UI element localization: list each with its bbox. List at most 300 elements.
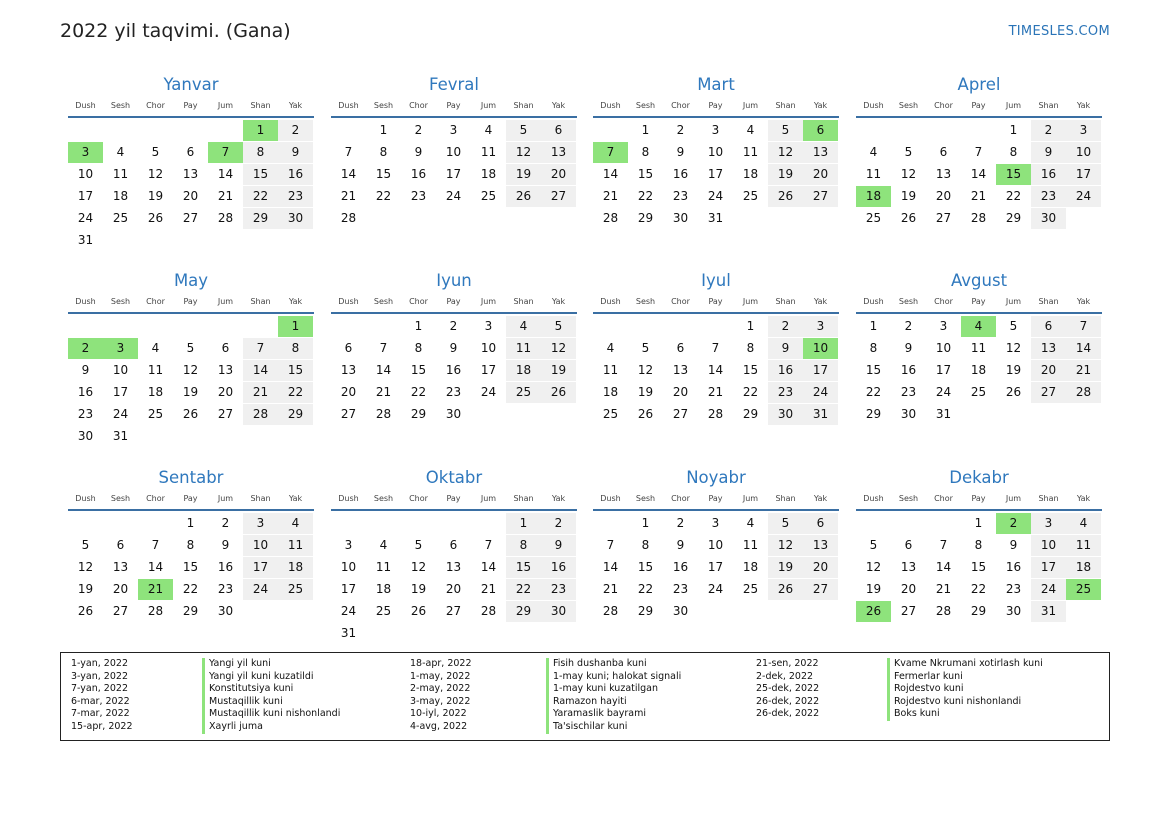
day-cell: 13 xyxy=(217,363,234,377)
week-row xyxy=(331,382,577,404)
day-cell: 31 xyxy=(1031,601,1066,622)
week-row xyxy=(68,382,314,404)
empty-cell xyxy=(366,623,401,644)
day-cell: 8 xyxy=(414,341,423,355)
day-cell: 12 xyxy=(1005,341,1022,355)
day-cell: 13 xyxy=(340,363,357,377)
month-title: Oktabr xyxy=(425,468,483,487)
day-cell: 23 xyxy=(672,189,689,203)
week-row xyxy=(68,186,314,208)
week-row xyxy=(331,360,577,382)
day-cell: 1 xyxy=(186,516,195,530)
day-cell: 14 xyxy=(243,360,278,381)
weekday-label: Pay xyxy=(971,494,986,503)
day-cell: 20 xyxy=(803,164,838,185)
weekday-label: Chor xyxy=(146,494,165,503)
empty-cell xyxy=(331,513,366,534)
weekday-label: Jum xyxy=(217,494,234,503)
week-row xyxy=(856,535,1102,557)
weekday-label: Sesh xyxy=(373,101,394,110)
day-cell: 11 xyxy=(480,145,497,159)
holiday-day: 3 xyxy=(103,338,138,359)
holiday-date-column xyxy=(410,658,472,734)
month-title: Noyabr xyxy=(686,468,746,487)
day-cell: 11 xyxy=(970,341,987,355)
holiday-date: 3-may, 2022 xyxy=(410,695,471,707)
day-cell: 2 xyxy=(768,316,803,337)
day-cell: 26 xyxy=(637,407,654,421)
page-title: 2022 yil taqvimi. (Gana) xyxy=(60,20,291,42)
day-cell: 8 xyxy=(641,538,650,552)
week-row xyxy=(331,208,577,230)
weekday-label: Jum xyxy=(480,494,497,503)
weekday-label: Dush xyxy=(600,101,621,110)
day-cell: 13 xyxy=(672,363,689,377)
empty-cell xyxy=(471,513,506,534)
empty-cell xyxy=(803,601,838,622)
day-cell: 10 xyxy=(1031,535,1066,556)
day-cell: 22 xyxy=(970,582,987,596)
weekday-label: Shan xyxy=(1038,494,1059,503)
week-row xyxy=(331,601,577,623)
week-row xyxy=(68,208,314,230)
holiday-name: 1-may kuni; halokat signali xyxy=(546,671,681,684)
empty-cell xyxy=(593,316,628,337)
day-cell: 24 xyxy=(935,385,952,399)
day-cell: 9 xyxy=(541,535,576,556)
day-cell: 26 xyxy=(768,579,803,600)
day-cell: 20 xyxy=(340,385,357,399)
empty-cell xyxy=(698,601,733,622)
day-cell: 28 xyxy=(970,211,987,225)
day-cell: 26 xyxy=(77,604,94,618)
holiday-name: Boks kuni xyxy=(887,708,1043,721)
day-cell: 30 xyxy=(900,407,917,421)
weekday-header xyxy=(593,98,839,118)
day-cell: 18 xyxy=(602,385,619,399)
weekday-label: Dush xyxy=(75,494,96,503)
day-cell: 4 xyxy=(116,145,125,159)
day-cell: 15 xyxy=(506,557,541,578)
day-cell: 19 xyxy=(410,582,427,596)
week-row xyxy=(856,338,1102,360)
day-cell: 15 xyxy=(182,560,199,574)
day-cell: 21 xyxy=(480,582,497,596)
day-cell: 26 xyxy=(182,407,199,421)
weekday-label: Yak xyxy=(288,101,303,110)
empty-cell xyxy=(138,513,173,534)
holiday-day: 4 xyxy=(961,316,996,337)
empty-cell xyxy=(138,316,173,337)
day-cell: 22 xyxy=(182,582,199,596)
empty-cell xyxy=(436,623,471,644)
day-cell: 30 xyxy=(768,404,803,425)
weekday-label: Chor xyxy=(409,101,428,110)
day-cell: 27 xyxy=(445,604,462,618)
week-row xyxy=(68,164,314,186)
day-cell: 26 xyxy=(506,186,541,207)
day-cell: 29 xyxy=(182,604,199,618)
day-cell: 16 xyxy=(1005,560,1022,574)
day-cell: 14 xyxy=(970,167,987,181)
day-cell: 11 xyxy=(278,535,313,556)
week-row xyxy=(68,557,314,579)
day-cell: 30 xyxy=(445,407,462,421)
weekday-label: Pay xyxy=(708,494,723,503)
day-cell: 4 xyxy=(869,145,878,159)
day-cell: 16 xyxy=(445,363,462,377)
holiday-date: 7-yan, 2022 xyxy=(71,683,128,695)
week-row xyxy=(331,186,577,208)
week-row xyxy=(856,120,1102,142)
empty-cell xyxy=(401,208,436,229)
holiday-date: 2-may, 2022 xyxy=(410,683,471,695)
empty-cell xyxy=(471,404,506,425)
empty-cell xyxy=(366,208,401,229)
day-cell: 3 xyxy=(484,319,493,333)
holiday-date: 7-mar, 2022 xyxy=(71,708,130,720)
day-cell: 16 xyxy=(278,164,313,185)
empty-cell xyxy=(698,316,733,337)
weekday-label: Sesh xyxy=(898,494,919,503)
day-cell: 4 xyxy=(746,516,755,530)
day-cell: 24 xyxy=(112,407,129,421)
day-cell: 4 xyxy=(506,316,541,337)
day-cell: 17 xyxy=(445,167,462,181)
weekday-label: Pay xyxy=(446,494,461,503)
day-cell: 28 xyxy=(935,604,952,618)
weekday-label: Chor xyxy=(671,101,690,110)
weekday-label: Yak xyxy=(1076,101,1091,110)
week-row xyxy=(68,360,314,382)
empty-cell xyxy=(103,120,138,141)
day-cell: 11 xyxy=(602,363,619,377)
weekday-label: Jum xyxy=(217,101,234,110)
empty-cell xyxy=(768,601,803,622)
day-cell: 17 xyxy=(707,560,724,574)
empty-cell xyxy=(208,230,243,251)
month-title: Mart xyxy=(697,75,735,94)
holiday-date: 25-dek, 2022 xyxy=(756,683,820,695)
day-cell: 10 xyxy=(77,167,94,181)
weekday-label: Shan xyxy=(513,494,534,503)
day-cell: 7 xyxy=(379,341,388,355)
day-cell: 16 xyxy=(672,560,689,574)
day-cell: 5 xyxy=(506,120,541,141)
empty-cell xyxy=(891,120,926,141)
week-row xyxy=(593,164,839,186)
empty-cell xyxy=(541,623,576,644)
empty-cell xyxy=(733,208,768,229)
day-cell: 23 xyxy=(217,582,234,596)
empty-cell xyxy=(768,208,803,229)
weekday-label: Yak xyxy=(551,101,566,110)
week-row xyxy=(856,186,1102,208)
day-cell: 29 xyxy=(506,601,541,622)
day-cell: 10 xyxy=(935,341,952,355)
day-cell: 2 xyxy=(1031,120,1066,141)
week-row xyxy=(68,230,314,252)
day-cell: 13 xyxy=(541,142,576,163)
week-row xyxy=(856,557,1102,579)
day-cell: 18 xyxy=(506,360,541,381)
day-cell: 28 xyxy=(217,211,234,225)
weekday-label: Chor xyxy=(146,101,165,110)
day-cell: 1 xyxy=(641,123,650,137)
day-cell: 1 xyxy=(1009,123,1018,137)
day-cell: 9 xyxy=(676,538,685,552)
day-cell: 29 xyxy=(637,211,654,225)
weekday-label: Dush xyxy=(75,101,96,110)
weekday-label: Pay xyxy=(446,297,461,306)
empty-cell xyxy=(243,426,278,447)
day-cell: 8 xyxy=(869,341,878,355)
day-cell: 18 xyxy=(147,385,164,399)
empty-cell xyxy=(506,404,541,425)
day-cell: 9 xyxy=(904,341,913,355)
day-cell: 30 xyxy=(672,604,689,618)
day-cell: 14 xyxy=(217,167,234,181)
holiday-day: 25 xyxy=(1066,579,1101,600)
day-cell: 12 xyxy=(77,560,94,574)
day-cell: 7 xyxy=(1066,316,1101,337)
weekday-label: Dush xyxy=(75,297,96,306)
month-iyun xyxy=(331,270,577,426)
weekday-label: Chor xyxy=(934,494,953,503)
day-cell: 5 xyxy=(541,316,576,337)
week-row xyxy=(593,208,839,230)
brand-link[interactable]: TIMESLES.COM xyxy=(1008,24,1110,39)
month-title: Aprel xyxy=(957,75,1001,94)
day-cell: 13 xyxy=(900,560,917,574)
weekday-label: Dush xyxy=(863,297,884,306)
empty-cell xyxy=(243,316,278,337)
day-cell: 6 xyxy=(939,145,948,159)
month-title: Avgust xyxy=(950,271,1008,290)
holiday-name-column xyxy=(202,658,340,734)
holiday-legend xyxy=(60,652,1110,741)
holiday-name: Mustaqillik kuni nishonlandi xyxy=(202,708,340,721)
holiday-date: 18-apr, 2022 xyxy=(410,658,472,669)
week-row xyxy=(68,601,314,623)
week-row xyxy=(68,338,314,360)
day-cell: 2 xyxy=(221,516,230,530)
holiday-date: 21-sen, 2022 xyxy=(756,658,819,669)
week-row xyxy=(856,601,1102,623)
day-cell: 4 xyxy=(278,513,313,534)
day-cell: 11 xyxy=(147,363,164,377)
week-row xyxy=(593,360,839,382)
day-cell: 5 xyxy=(641,341,650,355)
week-row xyxy=(331,338,577,360)
weekday-label: Sesh xyxy=(110,297,131,306)
empty-cell xyxy=(506,208,541,229)
empty-cell xyxy=(103,513,138,534)
day-cell: 18 xyxy=(278,557,313,578)
week-row xyxy=(593,535,839,557)
day-cell: 29 xyxy=(865,407,882,421)
day-cell: 26 xyxy=(147,211,164,225)
day-cell: 11 xyxy=(742,145,759,159)
holiday-date: 1-may, 2022 xyxy=(410,670,471,682)
empty-cell xyxy=(996,404,1031,425)
day-cell: 8 xyxy=(746,341,755,355)
day-cell: 24 xyxy=(803,382,838,403)
day-cell: 23 xyxy=(768,382,803,403)
day-cell: 24 xyxy=(707,582,724,596)
day-cell: 9 xyxy=(676,145,685,159)
day-cell: 16 xyxy=(410,167,427,181)
week-row xyxy=(331,316,577,338)
day-cell: 14 xyxy=(602,167,619,181)
empty-cell xyxy=(243,601,278,622)
day-cell: 12 xyxy=(506,142,541,163)
day-cell: 12 xyxy=(182,363,199,377)
day-cell: 22 xyxy=(865,385,882,399)
day-cell: 2 xyxy=(904,319,913,333)
week-row xyxy=(593,142,839,164)
empty-cell xyxy=(891,513,926,534)
day-cell: 9 xyxy=(221,538,230,552)
day-cell: 8 xyxy=(243,142,278,163)
empty-cell xyxy=(856,120,891,141)
day-cell: 19 xyxy=(1005,363,1022,377)
day-cell: 23 xyxy=(278,186,313,207)
week-row xyxy=(331,579,577,601)
day-cell: 15 xyxy=(865,363,882,377)
empty-cell xyxy=(926,120,961,141)
day-cell: 6 xyxy=(803,513,838,534)
weekday-label: Chor xyxy=(934,297,953,306)
day-cell: 19 xyxy=(506,164,541,185)
day-cell: 27 xyxy=(1031,382,1066,403)
holiday-name: Kvame Nkrumani xotirlash kuni xyxy=(887,658,1043,671)
week-row xyxy=(331,513,577,535)
day-cell: 13 xyxy=(803,142,838,163)
day-cell: 28 xyxy=(147,604,164,618)
weekday-label: Jum xyxy=(1005,494,1022,503)
empty-cell xyxy=(331,120,366,141)
week-row xyxy=(331,164,577,186)
day-cell: 12 xyxy=(768,535,803,556)
day-cell: 14 xyxy=(375,363,392,377)
weekday-label: Yak xyxy=(551,297,566,306)
weekday-label: Jum xyxy=(217,297,234,306)
day-cell: 25 xyxy=(480,189,497,203)
month-yanvar xyxy=(68,74,314,252)
day-cell: 9 xyxy=(768,338,803,359)
day-cell: 4 xyxy=(379,538,388,552)
day-cell: 28 xyxy=(602,604,619,618)
day-cell: 15 xyxy=(970,560,987,574)
day-cell: 21 xyxy=(707,385,724,399)
weekday-label: Sesh xyxy=(110,494,131,503)
day-cell: 19 xyxy=(865,582,882,596)
holiday-day: 2 xyxy=(68,338,103,359)
week-row xyxy=(331,142,577,164)
day-cell: 22 xyxy=(410,385,427,399)
day-cell: 12 xyxy=(410,560,427,574)
holiday-name: Konstitutsiya kuni xyxy=(202,683,340,696)
day-cell: 6 xyxy=(221,341,230,355)
day-cell: 17 xyxy=(707,167,724,181)
empty-cell xyxy=(103,316,138,337)
weekday-label: Sesh xyxy=(898,101,919,110)
empty-cell xyxy=(733,601,768,622)
holiday-name: Xayrli juma xyxy=(202,721,340,734)
weekday-header xyxy=(856,294,1102,314)
weekday-label: Dush xyxy=(600,297,621,306)
holiday-day: 2 xyxy=(996,513,1031,534)
day-cell: 27 xyxy=(541,186,576,207)
day-cell: 1 xyxy=(379,123,388,137)
holiday-date-column xyxy=(71,658,133,734)
day-cell: 24 xyxy=(243,579,278,600)
day-cell: 15 xyxy=(375,167,392,181)
weekday-label: Jum xyxy=(480,101,497,110)
day-cell: 25 xyxy=(865,211,882,225)
empty-cell xyxy=(593,513,628,534)
weekday-label: Yak xyxy=(288,494,303,503)
day-cell: 18 xyxy=(970,363,987,377)
weekday-label: Shan xyxy=(250,297,271,306)
day-cell: 9 xyxy=(81,363,90,377)
day-cell: 3 xyxy=(803,316,838,337)
day-cell: 26 xyxy=(410,604,427,618)
day-cell: 15 xyxy=(410,363,427,377)
weekday-label: Dush xyxy=(863,101,884,110)
day-cell: 17 xyxy=(1031,557,1066,578)
day-cell: 8 xyxy=(506,535,541,556)
week-row xyxy=(331,404,577,426)
day-cell: 14 xyxy=(147,560,164,574)
day-cell: 28 xyxy=(1066,382,1101,403)
weekday-label: Shan xyxy=(250,101,271,110)
week-row xyxy=(593,316,839,338)
day-cell: 7 xyxy=(484,538,493,552)
day-cell: 13 xyxy=(803,535,838,556)
day-cell: 10 xyxy=(707,538,724,552)
day-cell: 1 xyxy=(414,319,423,333)
day-cell: 23 xyxy=(672,582,689,596)
day-cell: 18 xyxy=(742,560,759,574)
weekday-label: Chor xyxy=(934,101,953,110)
weekday-label: Shan xyxy=(513,101,534,110)
empty-cell xyxy=(926,513,961,534)
day-cell: 24 xyxy=(480,385,497,399)
empty-cell xyxy=(68,120,103,141)
day-cell: 6 xyxy=(186,145,195,159)
day-cell: 9 xyxy=(1009,538,1018,552)
day-cell: 17 xyxy=(480,363,497,377)
week-row xyxy=(68,513,314,535)
holiday-name-column xyxy=(887,658,1043,721)
day-cell: 22 xyxy=(1005,189,1022,203)
weekday-label: Pay xyxy=(446,101,461,110)
day-cell: 19 xyxy=(182,385,199,399)
day-cell: 16 xyxy=(768,360,803,381)
day-cell: 22 xyxy=(375,189,392,203)
weekday-label: Jum xyxy=(1005,297,1022,306)
day-cell: 30 xyxy=(278,208,313,229)
day-cell: 18 xyxy=(742,167,759,181)
day-cell: 28 xyxy=(707,407,724,421)
day-cell: 6 xyxy=(541,120,576,141)
holiday-day: 10 xyxy=(803,338,838,359)
weekday-label: Pay xyxy=(708,101,723,110)
week-row xyxy=(68,316,314,338)
month-fevral xyxy=(331,74,577,230)
